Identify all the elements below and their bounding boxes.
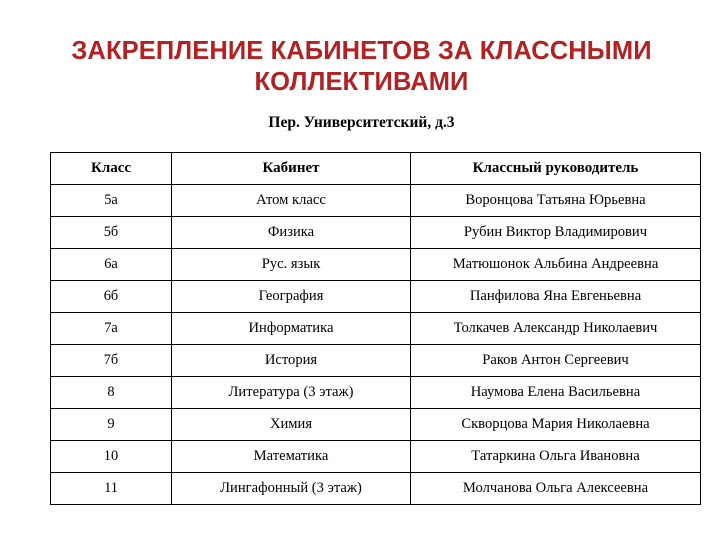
table-head: [51, 153, 701, 185]
page-title: ЗАКРЕПЛЕНИЕ КАБИНЕТОВ ЗА КЛАССНЫМИ КОЛЛЕКТИВАМИ: [71, 37, 652, 97]
cell-class: 6а: [51, 249, 172, 281]
title-block: [40, 36, 683, 98]
cell-teacher: Татаркина Ольга Ивановна: [411, 441, 701, 473]
cell-class: 6б: [51, 281, 172, 313]
schedule-table-container: [50, 152, 700, 505]
cell-class: 9: [51, 409, 172, 441]
cell-cabinet: Информатика: [172, 313, 411, 345]
cell-cabinet: География: [172, 281, 411, 313]
cell-cabinet: Математика: [172, 441, 411, 473]
table-row: [51, 281, 701, 313]
cell-cabinet: Физика: [172, 217, 411, 249]
cell-teacher: Толкачев Александр Николаевич: [411, 313, 701, 345]
page-subtitle-address: Пер. Университетский, д.3: [268, 114, 455, 131]
cell-class: 11: [51, 473, 172, 505]
cell-teacher: Матюшонок Альбина Андреевна: [411, 249, 701, 281]
cell-class: 5б: [51, 217, 172, 249]
table-row: [51, 409, 701, 441]
cell-cabinet: Лингафонный (3 этаж): [172, 473, 411, 505]
table-row: [51, 377, 701, 409]
cell-teacher: Панфилова Яна Евгеньевна: [411, 281, 701, 313]
cell-class: 10: [51, 441, 172, 473]
cell-teacher: Молчанова Ольга Алексеевна: [411, 473, 701, 505]
cell-class: 8: [51, 377, 172, 409]
table-row: [51, 313, 701, 345]
cell-teacher: Рубин Виктор Владимирович: [411, 217, 701, 249]
column-header-teacher: Классный руководитель: [411, 153, 701, 185]
table-row: [51, 441, 701, 473]
table-row: [51, 345, 701, 377]
table-body: [51, 185, 701, 505]
table-row: [51, 249, 701, 281]
cell-cabinet: История: [172, 345, 411, 377]
cell-class: 7б: [51, 345, 172, 377]
cell-teacher: Воронцова Татьяна Юрьевна: [411, 185, 701, 217]
cell-class: 5а: [51, 185, 172, 217]
cell-cabinet: Атом класс: [172, 185, 411, 217]
cell-teacher: Наумова Елена Васильевна: [411, 377, 701, 409]
column-header-class: Класс: [51, 153, 172, 185]
table-row: [51, 473, 701, 505]
table-row: [51, 217, 701, 249]
table-row: [51, 185, 701, 217]
subtitle-block: [40, 114, 683, 133]
cell-cabinet: Химия: [172, 409, 411, 441]
classroom-assignment-table: [50, 152, 701, 505]
cell-teacher: Скворцова Мария Николаевна: [411, 409, 701, 441]
cell-cabinet: Рус. язык: [172, 249, 411, 281]
table-header-row: [51, 153, 701, 185]
column-header-cabinet: Кабинет: [172, 153, 411, 185]
cell-teacher: Раков Антон Сергеевич: [411, 345, 701, 377]
cell-cabinet: Литература (3 этаж): [172, 377, 411, 409]
cell-class: 7а: [51, 313, 172, 345]
